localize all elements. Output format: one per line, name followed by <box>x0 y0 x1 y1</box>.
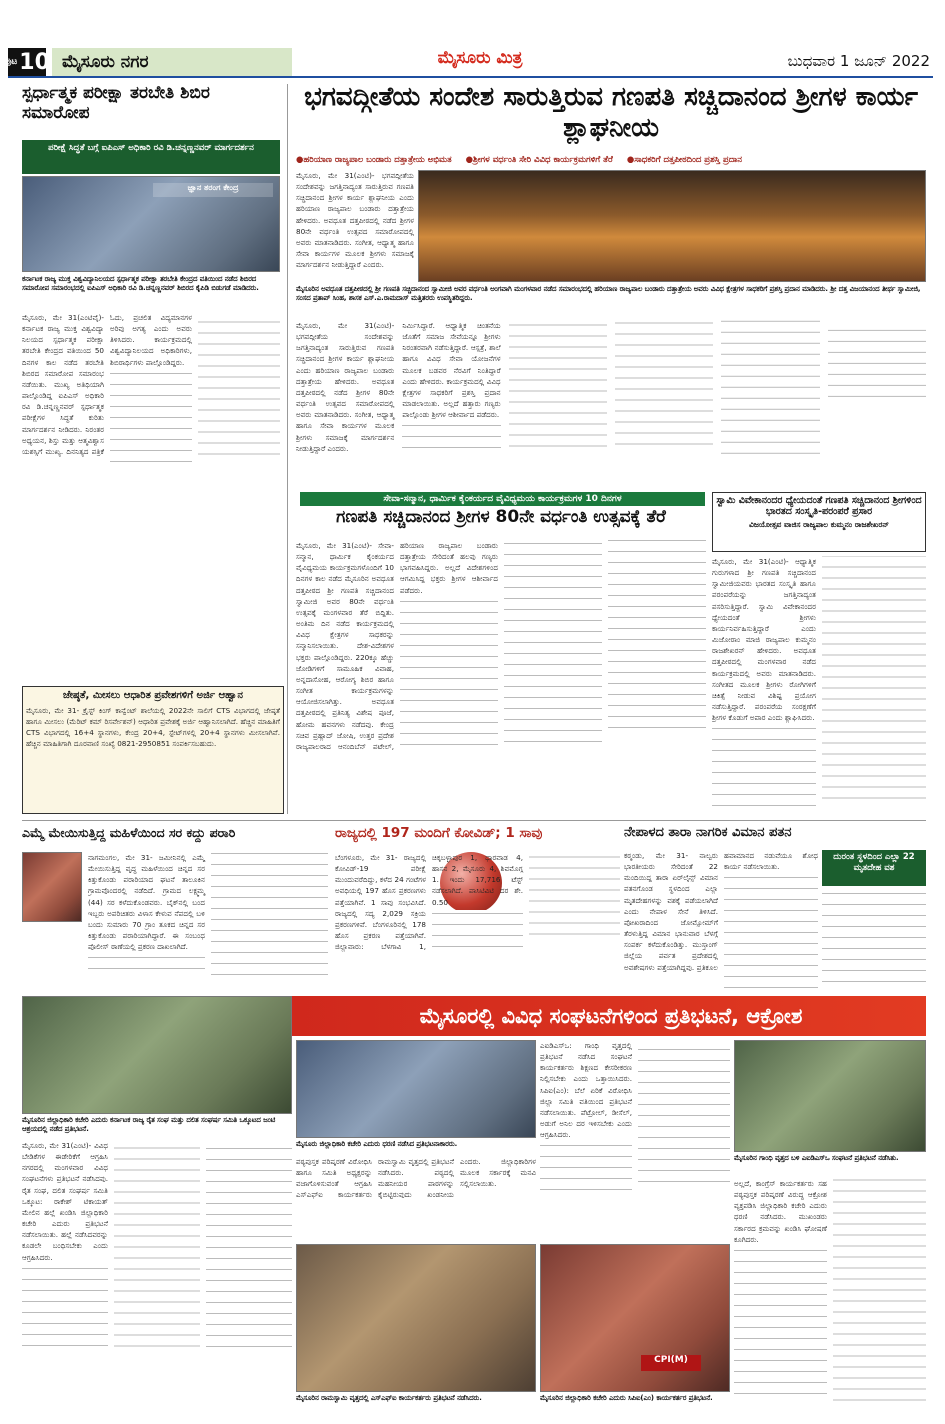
protest-body-4 <box>734 1178 926 1414</box>
protest-body-1-text: ಮೈಸೂರು, ಮೇ 31(ಎಂಟಿ)- ವಿವಿಧ ಬೇಡಿಕೆಗಳ ಈಡೇರಿಕೆಗೆ ಆಗ್ರಹಿಸಿ ನಗರದಲ್ಲಿ ಮಂಗಳವಾರ ವಿವಿಧ ಸಂಘಟನೆಗಳು ಪ್ರತಿಭಟನೆ ನಡೆಸಿದವು. ರೈತ ಸಂಘ, ದಲಿತ ಸಂಘರ್ಷ ಸಮಿತಿ ಒಕ್ಕೂಟ: ರಾಕೇಶ್ ಟಿಕಾಯತ್ ಮೇಲಿನ ಹಲ್ಲೆ ಖಂಡಿಸಿ ಜಿಲ್ಲಾಧಿಕಾರಿ ಕಚೇರಿ ಎದುರು ಪ್ರತಿಭಟನೆ ನಡೆಸಲಾಯಿತು. ಹಲ್ಲೆ ನಡೆಸಿದವರನ್ನು ಕೂಡಲೇ ಬಂಧಿಸಬೇಕು ಎಂದು ಆಗ್ರಹಿಸಿದರು. <box>22 1141 108 1262</box>
vivekananda-body <box>712 556 926 814</box>
protest-body-3 <box>540 1040 730 1240</box>
ganapathi-caption: ಮೈಸೂರಿನ ಅವಧೂತ ದತ್ತಪೀಠದಲ್ಲಿ ಶ್ರೀ ಗಣಪತಿ ಸಚ್ಚಿದಾನಂದ ಸ್ವಾಮೀಜಿ ಅವರ ವರ್ಧಂತಿ ಅಂಗವಾಗಿ ಮಂಗಳವಾರ ನಡೆದ ಸಮಾರಂಭದಲ್ಲಿ ಹರಿಯಾಣ ರಾಜ್ಯಪಾಲ ಬಂಡಾರು ದತ್ತಾತ್ರೇಯ ಅವರು ವಿವಿಧ ಕ್ಷೇತ್ರಗಳ ಸಾಧಕರಿಗೆ ಪ್ರಶಸ್ತಿ ಪ್ರದಾನ ಮಾಡಿದರು. ಶ್ರೀ ದತ್ತ ವಿಜಯಾನಂದ ತೀರ್ಥ ಸ್ವಾಮೀಜಿ, ಸಂಸದ ಪ್ರತಾಪ್ ಸಿಂಹ, ಶಾಸಕ ಎಸ್.ಎ.ರಾಮದಾಸ್ ಮತ್ತಿತರರು ಉಪಸ್ಥಿತರಿದ್ದರು. <box>296 285 921 303</box>
nepal-body-text: ಕಠ್ಮಂಡು, ಮೇ 31- ನಾಲ್ವರು ಭಾರತೀಯರು ಸೇರಿದಂತೆ 22 ಮಂದಿಯಿದ್ದ ತಾರಾ ಏರ್‌ಲೈನ್ಸ್ ವಿಮಾನ ಪತನಗೊಂಡ ಸ್ಥಳದಿಂದ ಎಲ್ಲಾ ಮೃತದೇಹಗಳನ್ನು ವಶಕ್ಕೆ ಪಡೆಯಲಾಗಿದೆ ಎಂದು ನೇಪಾಳ ಸೇನೆ ತಿಳಿಸಿದೆ. ಪೋಖರಾದಿಂದ ಜೋಮ್ಸೋಮ್‌ಗೆ ತೆರಳುತ್ತಿದ್ದ ವಿಮಾನ ಭಾನುವಾರ ಬೆಳಗ್ಗೆ ಸಂಪರ್ಕ ಕಳೆದುಕೊಂಡಿತ್ತು. ಮುಸ್ತಾಂಗ್ ಜಿಲ್ಲೆಯ ಪರ್ವತ ಪ್ರದೇಶದಲ್ಲಿ ಅವಶೇಷಗಳು ಪತ್ತೆಯಾಗಿದ್ದವು. ಪ್ರತಿಕೂಲ ಹವಾಮಾನದ ನಡುವೆಯೂ ಶೋಧ ಕಾರ್ಯ ನಡೆಸಲಾಯಿತು. <box>624 851 818 972</box>
exam-subhead-text: ಪರೀಕ್ಷೆ ಸಿದ್ಧತೆ ಬಗ್ಗೆ ಐಪಿಎಸ್ ಅಧಿಕಾರಿ ರವಿ ಡಿ.ಚನ್ನಣ್ಣನವರ್ ಮಾರ್ಗದರ್ಶನ <box>48 143 254 153</box>
ganapathi-body-left <box>296 170 414 282</box>
page-label: ಪುಟ <box>4 57 18 67</box>
newspaper-logo: ಮೈಸೂರು ಮಿತ್ರ <box>437 48 523 68</box>
protest-photo-4 <box>540 1244 730 1392</box>
vivekananda-subhead: ವಿಜಯೋತ್ಸವ ವಾಜಿಸ ರಾಜ್ಯಪಾಲ ಕುಮ್ಮನಂ ರಾಜಶೇಖರನ್ <box>749 519 889 529</box>
vardhanti-headline: ಗಣಪತಿ ಸಚ್ಚಿದಾನಂದ ಶ್ರೀಗಳ 80ನೇ ವರ್ಧಂತಿ ಉತ್ಸವಕ್ಕೆ ತೆರೆ <box>336 507 666 527</box>
page-number <box>4 48 50 76</box>
protest-photo-1 <box>22 996 292 1114</box>
exam-subhead <box>22 140 280 174</box>
chain-body <box>88 852 328 992</box>
ganapathi-body-cont: ಮೈಸೂರು, ಮೇ 31(ಎಂಟಿ)- ಭಗವದ್ಗೀತೆಯ ಸಂದೇಶವನ್ನು ಜಗತ್ತಿನಾದ್ಯಂತ ಸಾರುತ್ತಿರುವ ಗಣಪತಿ ಸಚ್ಚಿದಾನಂದ ಶ್ರೀಗಳ ಕಾರ್ಯ ಶ್ಲಾಘನೀಯ ಎಂದು ಹರಿಯಾಣ ರಾಜ್ಯಪಾಲ ಬಂಡಾರು ದತ್ತಾತ್ರೇಯ ಹೇಳಿದರು. ಅವಧೂತ ದತ್ತಪೀಠದಲ್ಲಿ ನಡೆದ ಶ್ರೀಗಳ 80ನೇ ವರ್ಧಂತಿ ಉತ್ಸವದ ಸಮಾರೋಪದಲ್ಲಿ ಅವರು ಮಾತನಾಡಿದರು. ಸಂಗೀತ, ಆಧ್ಯಾತ್ಮ ಹಾಗೂ ಸೇವಾ ಕಾರ್ಯಗಳ ಮೂಲಕ ಶ್ರೀಗಳು ಸಮಾಜಕ್ಕೆ ಮಾರ್ಗದರ್ಶನ ನೀಡುತ್ತಿದ್ದಾರೆ ಎಂದರು. <box>296 321 395 453</box>
protest-photo-5 <box>734 1040 926 1152</box>
exam-caption: ಕರ್ನಾಟಕ ರಾಜ್ಯ ಮುಕ್ತ ವಿಶ್ವವಿದ್ಯಾನಿಲಯದ ಸ್ಪರ್ಧಾತ್ಮಕ ಪರೀಕ್ಷಾ ತರಬೇತಿ ಕೇಂದ್ರದ ವತಿಯಿಂದ ನಡೆದ ಶಿಬಿರದ ಸಮಾರೋಪ ಸಮಾರಂಭದಲ್ಲಿ ಐಪಿಎಸ್ ಅಧಿಕಾರಿ ರವಿ ಡಿ.ಚನ್ನಣ್ಣನವರ್ ಶಿಬಿರದ ಕೈಪಿಡಿ ಬಿಡುಗಡೆ ಮಾಡಿದರು. <box>22 275 259 293</box>
protest-body-2 <box>296 1156 536 1240</box>
ganapathi-photo <box>418 170 926 282</box>
admission-body: ಮೈಸೂರು, ಮೇ 31- ಕ್ರೈಸ್ಟ್ ಕಿಂಗ್ ಕಾನ್ವೆಂಟ್ ಶಾಲೆಯಲ್ಲಿ 2022ನೇ ಸಾಲಿಗೆ CTS ವಿಭಾಗದಲ್ಲಿ ಜೇಷ್ಠತೆ ಹಾಗೂ ಮೀಸಲು (ಮೆರಿಟ್ ಕಮ್ ರಿಸರ್ವೇಶನ್) ಆಧಾರಿತ ಪ್ರವೇಶಕ್ಕೆ ಅರ್ಜಿ ಆಹ್ವಾನಿಸಲಾಗಿದೆ. ಹೆಚ್ಚಿನ ಮಾಹಿತಿಗೆ CTS ವಿಭಾಗದಲ್ಲಿ 16+4 ಸ್ಥಾನಗಳು, ಕೇಂದ್ರ 20+4, ಸ್ಟೇಟ್‌ಗಳಲ್ಲಿ 20+4 ಸ್ಥಾನಗಳು ಮೀಸಲಾಗಿವೆ. ಹೆಚ್ಚಿನ ಮಾಹಿತಿಗಾಗಿ ದೂರವಾಣಿ ಸಂಖ್ಯೆ 0821-2950851 ಸಂಪರ್ಕಿಸಬಹುದು. <box>26 705 280 748</box>
ganapathi-bullets <box>296 153 926 167</box>
issue-date: ಬುಧವಾರ 1 ಜೂನ್ 2022 <box>787 52 930 70</box>
ganapathi-body <box>296 320 926 488</box>
vivekananda-box <box>712 492 926 552</box>
protest-caption-2: ಮೈಸೂರು ಜಿಲ್ಲಾಧಿಕಾರಿ ಕಚೇರಿ ಎದುರು ಧರಣಿ ನಡೆಸಿದ ಪ್ರತಿಭಟನಾಕಾರರು. <box>296 1140 458 1148</box>
page-number-value: 10 <box>19 49 50 75</box>
exam-photo <box>22 176 280 272</box>
protest-caption-5: ಮೈಸೂರಿನ ಗಾಂಧಿ ವೃತ್ತದ ಬಳಿ ಎಐಡಿಎಸ್‌ಒ ಸಂಘಟನೆ ಪ್ರತಿಭಟನೆ ನಡೆಸಿತು. <box>734 1154 899 1162</box>
nepal-subhead <box>822 850 926 886</box>
middle-rule <box>22 820 926 821</box>
vivekananda-body-text: ಮೈಸೂರು, ಮೇ 31(ಎಂಟಿ)- ಆಧ್ಯಾತ್ಮಿಕ ಗುರುಗಳಾದ ಶ್ರೀ ಗಣಪತಿ ಸಚ್ಚಿದಾನಂದ ಸ್ವಾಮೀಜಿಯವರು ಭಾರತದ ಸಂಸ್ಕೃತಿ ಹಾಗೂ ಪರಂಪರೆಯನ್ನು ಜಗತ್ತಿನಾದ್ಯಂತ ಪಸರಿಸುತ್ತಿದ್ದಾರೆ. ಸ್ವಾಮಿ ವಿವೇಕಾನಂದರ ಧ್ಯೇಯದಂತೆ ಶ್ರೀಗಳು ಕಾರ್ಯನಿರ್ವಹಿಸುತ್ತಿದ್ದಾರೆ ಎಂದು ಮಿಜೋರಾಂ ಮಾಜಿ ರಾಜ್ಯಪಾಲ ಕುಮ್ಮನಂ ರಾಜಶೇಖರನ್ ಹೇಳಿದರು. ಅವಧೂತ ದತ್ತಪೀಠದಲ್ಲಿ ಮಂಗಳವಾರ ನಡೆದ ಕಾರ್ಯಕ್ರಮದಲ್ಲಿ ಅವರು ಮಾತನಾಡಿದರು. ಸಂಗೀತದ ಮೂಲಕ ಶ್ರೀಗಳು ರೋಗಿಗಳಿಗೆ ಚಿಕಿತ್ಸೆ ನೀಡುವ ವಿಶಿಷ್ಟ ಪ್ರಯೋಗ ನಡೆಸುತ್ತಿದ್ದಾರೆ. ಪರಂಪರೆಯ ಸಂರಕ್ಷಣೆಗೆ ಶ್ರೀಗಳ ಕೊಡುಗೆ ಅಪಾರ ಎಂದು ಶ್ಲಾಘಿಸಿದರು. <box>712 557 816 723</box>
vardhanti-body-text: ಮೈಸೂರು, ಮೇ 31(ಎಂಟಿ)- ಸೇವಾ-ಸನ್ಮಾನ, ಧಾರ್ಮಿಕ ಕೈಂಕರ್ಯದ ವೈವಿಧ್ಯಮಯ ಕಾರ್ಯಕ್ರಮಗಳೊಂದಿಗೆ 10 ದಿನಗಳ ಕಾಲ ನಡೆದ ಮೈಸೂರಿನ ಅವಧೂತ ದತ್ತಪೀಠದ ಶ್ರೀ ಗಣಪತಿ ಸಚ್ಚಿದಾನಂದ ಸ್ವಾಮೀಜಿ ಅವರ 80ನೇ ವರ್ಧಂತಿ ಉತ್ಸವಕ್ಕೆ ಮಂಗಳವಾರ ತೆರೆ ಬಿದ್ದಿತು. ಅಂತಿಮ ದಿನ ನಡೆದ ಕಾರ್ಯಕ್ರಮದಲ್ಲಿ ವಿವಿಧ ಕ್ಷೇತ್ರಗಳ ಸಾಧಕರನ್ನು ಸನ್ಮಾನಿಸಲಾಯಿತು. ದೇಶ-ವಿದೇಶಗಳ ಭಕ್ತರು ಪಾಲ್ಗೊಂಡಿದ್ದರು. 220ಕ್ಕೂ ಹೆಚ್ಚು ಜೋಡಿಗಳಿಗೆ ಸಾಮೂಹಿಕ ವಿವಾಹ, ಅನ್ನದಾಸೋಹ, ಆರೋಗ್ಯ ಶಿಬಿರ ಹಾಗೂ ಸಂಗೀತ ಕಾರ್ಯಕ್ರಮಗಳನ್ನು ಆಯೋಜಿಸಲಾಗಿತ್ತು. ಅವಧೂತ ದತ್ತಪೀಠದಲ್ಲಿ ಪ್ರತಿನಿತ್ಯ ವಿಶೇಷ ಪೂಜೆ, ಹೋಮ ಹವನಗಳು ನಡೆದವು. ಕೇಂದ್ರ ಸಚಿವ ಪ್ರಹ್ಲಾದ್ ಜೋಷಿ, ಉತ್ತರ ಪ್ರದೇಶ ರಾಜ್ಯಪಾಲರಾದ ಆನಂದಿಬೆನ್ ಪಟೇಲ್, ಹರಿಯಾಣ ರಾಜ್ಯಪಾಲ ಬಂಡಾರು ದತ್ತಾತ್ರೇಯ ಸೇರಿದಂತೆ ಹಲವು ಗಣ್ಯರು ಭಾಗವಹಿಸಿದ್ದರು. ಅಲ್ಲದೆ ವಿದೇಶಗಳಿಂದ ಆಗಮಿಸಿದ್ದ ಭಕ್ತರು ಶ್ರೀಗಳ ಆಶೀರ್ವಾದ ಪಡೆದರು. <box>296 541 498 751</box>
exam-photo-banner: ಜ್ಞಾನ ತರಂಗ ಕೇಂದ್ರ <box>153 183 273 197</box>
protest-body-3-text: ಎಐಡಿಎಸ್‌ಒ: ಗಾಂಧಿ ವೃತ್ತದಲ್ಲಿ ಪ್ರತಿಭಟನೆ ನಡೆಸಿದ ಸಂಘಟನೆ ಕಾರ್ಯಕರ್ತರು ಶಿಕ್ಷಣದ ಕೇಸರೀಕರಣ ನಿಲ್ಲಿಸಬೇಕು ಎಂದು ಒತ್ತಾಯಿಸಿದರು. ಸಿಪಿಐ(ಎಂ): ಬೆಲೆ ಏರಿಕೆ ವಿರೋಧಿಸಿ ಜಿಲ್ಲಾ ಸಮಿತಿ ವತಿಯಿಂದ ಪ್ರತಿಭಟನೆ ನಡೆಸಲಾಯಿತು. ಪೆಟ್ರೋಲ್, ಡೀಸೆಲ್, ಅಡುಗೆ ಅನಿಲ ದರ ಇಳಿಸಬೇಕು ಎಂದು ಆಗ್ರಹಿಸಿದರು. <box>540 1041 632 1140</box>
exam-headline: ಸ್ಪರ್ಧಾತ್ಮಕ ಪರೀಕ್ಷಾ ತರಬೇತಿ ಶಿಬಿರ ಸಮಾರೋಪ <box>22 83 210 123</box>
chain-body-text: ನಾಗಮಂಗಲ, ಮೇ 31- ಜಮೀನಿನಲ್ಲಿ ಎಮ್ಮೆ ಮೇಯಿಸುತ್ತಿದ್ದ ವೃದ್ಧ ಮಹಿಳೆಯಿಂದ ಚಿನ್ನದ ಸರ ಕಿತ್ತುಕೊಂಡು ಪರಾರಿಯಾದ ಘಟನೆ ತಾಲೂಕಿನ ಗ್ರಾಮವೊಂದರಲ್ಲಿ ನಡೆದಿದೆ. ಗ್ರಾಮದ ಲಕ್ಷ್ಮಮ್ಮ (44) ಸರ ಕಳೆದುಕೊಂಡವರು. ಬೈಕ್‌ನಲ್ಲಿ ಬಂದ ಇಬ್ಬರು ಅಪರಿಚಿತರು ವಿಳಾಸ ಕೇಳುವ ನೆಪದಲ್ಲಿ ಬಳಿ ಬಂದು ಸುಮಾರು 70 ಗ್ರಾಂ ತೂಕದ ಚಿನ್ನದ ಸರ ಕಿತ್ತುಕೊಂಡು ಪರಾರಿಯಾಗಿದ್ದಾರೆ. ಈ ಸಂಬಂಧ ಪೊಲೀಸ್ ಠಾಣೆಯಲ್ಲಿ ಪ್ರಕರಣ ದಾಖಲಾಗಿದೆ. <box>88 853 205 952</box>
chain-headline: ಎಮ್ಮೆ ಮೇಯಿಸುತ್ತಿದ್ದ ಮಹಿಳೆಯಿಂದ ಸರ ಕದ್ದು ಪರಾರಿ <box>22 825 236 840</box>
admission-box <box>22 686 284 814</box>
nepal-body-2-filler <box>822 890 926 990</box>
protest-photo-3 <box>296 1244 536 1392</box>
protest-caption-1: ಮೈಸೂರಿನ ಜಿಲ್ಲಾಧಿಕಾರಿ ಕಚೇರಿ ಎದುರು ಕರ್ನಾಟಕ ರಾಜ್ಯ ರೈತ ಸಂಘ ಮತ್ತು ದಲಿತ ಸಂಘರ್ಷ ಸಮಿತಿ ಒಕ್ಕೂಟದ ಜಂಟಿ ಆಶ್ರಯದಲ್ಲಿ ನಡೆದ ಪ್ರತಿಭಟನೆ. <box>22 1116 276 1134</box>
protest-body-2-text: ಪಠ್ಯಪುಸ್ತಕ ಪರಿಷ್ಕರಣೆ ವಿರೋಧಿಸಿ ಹಾಗೂ ಸಮಿತಿ ಅಧ್ಯಕ್ಷರನ್ನು ವಜಾಗೊಳಿಸುವಂತೆ ಆಗ್ರಹಿಸಿ ಎಸ್‌ಎಫ್‌ಐ ಕಾರ್ಯಕರ್ತರು ರಾಮಸ್ವಾಮಿ ವೃತ್ತದಲ್ಲಿ ಪ್ರತಿಭಟನೆ ನಡೆಸಿದರು. ಪಠ್ಯದಲ್ಲಿ ಮಹನೀಯರ ಪಾಠಗಳನ್ನು ಕೈಬಿಟ್ಟಿರುವುದು ಖಂಡನೀಯ ಎಂದರು. ಜಿಲ್ಲಾಧಿಕಾರಿಗಳ ಮೂಲಕ ಸರ್ಕಾರಕ್ಕೆ ಮನವಿ ಸಲ್ಲಿಸಲಾಯಿತು. <box>296 1157 536 1200</box>
ganapathi-bullet-2: ●ಶ್ರೀಗಳ ವರ್ಧಂತಿ ಸೇರಿ ವಿವಿಧ ಕಾರ್ಯಕ್ರಮಗಳಿಗೆ ತೆರೆ <box>465 155 613 165</box>
exam-body-text: ಮೈಸೂರು, ಮೇ 31(ಎಂಟಿವೈ)- ಕರ್ನಾಟಕ ರಾಜ್ಯ ಮುಕ್ತ ವಿಶ್ವವಿದ್ಯಾ ನಿಲಯದ ಸ್ಪರ್ಧಾತ್ಮಕ ಪರೀಕ್ಷಾ ತರಬೇತಿ ಕೇಂದ್ರದ ವತಿಯಿಂದ 50 ದಿನಗಳ ಕಾಲ ನಡೆದ ತರಬೇತಿ ಶಿಬಿರದ ಸಮಾರೋಪ ಸಮಾರಂಭ ನಡೆಯಿತು. ಮುಖ್ಯ ಅತಿಥಿಯಾಗಿ ಪಾಲ್ಗೊಂಡಿದ್ದ ಐಪಿಎಸ್ ಅಧಿಕಾರಿ ರವಿ ಡಿ.ಚನ್ನಣ್ಣನವರ್ ಸ್ಪರ್ಧಾತ್ಮಕ ಪರೀಕ್ಷೆಗಳ ಸಿದ್ಧತೆ ಕುರಿತು ಮಾರ್ಗದರ್ಶನ ನೀಡಿದರು. ನಿರಂತರ ಅಧ್ಯಯನ, ಶಿಸ್ತು ಮತ್ತು ಆತ್ಮವಿಶ್ವಾಸ ಯಶಸ್ಸಿಗೆ ಮುಖ್ಯ. ದಿನನಿತ್ಯದ ಪತ್ರಿಕೆ ಓದು, ಪ್ರಚಲಿತ ವಿದ್ಯಮಾನಗಳ ಅರಿವು ಅಗತ್ಯ ಎಂದು ಅವರು ತಿಳಿಸಿದರು. ಕಾರ್ಯಕ್ರಮದಲ್ಲಿ ವಿಶ್ವವಿದ್ಯಾನಿಲಯದ ಅಧಿಕಾರಿಗಳು, ಶಿಬಿರಾರ್ಥಿಗಳು ಪಾಲ್ಗೊಂಡಿದ್ದರು. <box>22 313 192 456</box>
ganapathi-bullet-3: ●ಸಾಧಕರಿಗೆ ದತ್ತಪೀಠದಿಂದ ಪ್ರಶಸ್ತಿ ಪ್ರದಾನ <box>626 155 743 165</box>
nepal-subhead-text: ದುರಂತ ಸ್ಥಳದಿಂದ ಎಲ್ಲಾ 22 ಮೃತದೇಹ ವಶ <box>833 852 915 874</box>
protest-body-1 <box>22 1140 292 1415</box>
vardhanti-tag: ಸೇವಾ-ಸನ್ಮಾನ, ಧಾರ್ಮಿಕ ಕೈಂಕರ್ಯದ ವೈವಿಧ್ಯಮಯ ಕಾರ್ಯಕ್ರಮಗಳ 10 ದಿನಗಳ <box>300 492 705 506</box>
vardhanti-body <box>296 540 706 815</box>
ganapathi-body-left-text: ಮೈಸೂರು, ಮೇ 31(ಎಂಟಿ)- ಭಗವದ್ಗೀತೆಯ ಸಂದೇಶವನ್ನು ಜಗತ್ತಿನಾದ್ಯಂತ ಸಾರುತ್ತಿರುವ ಗಣಪತಿ ಸಚ್ಚಿದಾನಂದ ಶ್ರೀಗಳ ಕಾರ್ಯ ಶ್ಲಾಘನೀಯ ಎಂದು ಹರಿಯಾಣ ರಾಜ್ಯಪಾಲ ಬಂಡಾರು ದತ್ತಾತ್ರೇಯ ಹೇಳಿದರು. ಅವಧೂತ ದತ್ತಪೀಠದಲ್ಲಿ ನಡೆದ ಶ್ರೀಗಳ 80ನೇ ವರ್ಧಂತಿ ಉತ್ಸವದ ಸಮಾರೋಪದಲ್ಲಿ ಅವರು ಮಾತನಾಡಿದರು. ಸಂಗೀತ, ಆಧ್ಯಾತ್ಮ ಹಾಗೂ ಸೇವಾ ಕಾರ್ಯಗಳ ಮೂಲಕ ಶ್ರೀಗಳು ಸಮಾಜಕ್ಕೆ ಮಾರ್ಗದರ್ಶನ ನೀಡುತ್ತಿದ್ದಾರೆ ಎಂದರು. <box>296 171 414 270</box>
protest-caption-4: ಮೈಸೂರಿನ ಜಿಲ್ಲಾಧಿಕಾರಿ ಕಚೇರಿ ಎದುರು ಸಿಪಿಐ(ಎಂ) ಕಾರ್ಯಕರ್ತರ ಪ್ರತಿಭಟನೆ. <box>540 1394 713 1402</box>
section-name: ಮೈಸೂರು ನಗರ <box>52 48 292 76</box>
protest-headline: ಮೈಸೂರಲ್ಲಿ ವಿವಿಧ ಸಂಘಟನೆಗಳಿಂದ ಪ್ರತಿಭಟನೆ, ಆಕ್ರೋಶ <box>419 1003 803 1028</box>
covid-body <box>335 852 620 992</box>
protest-body-4-text: ಅಲ್ಲದೆ, ಕಾಂಗ್ರೆಸ್ ಕಾರ್ಯಕರ್ತರು ಸಹ ಪಠ್ಯಪುಸ್ತಕ ಪರಿಷ್ಕರಣೆ ವಿರುದ್ಧ ಆಕ್ರೋಶ ವ್ಯಕ್ತಪಡಿಸಿ ಜಿಲ್ಲಾಧಿಕಾರಿ ಕಚೇರಿ ಎದುರು ಧರಣಿ ನಡೆಸಿದರು. ಮುಖಂಡರು ಸರ್ಕಾರದ ಕ್ರಮವನ್ನು ಖಂಡಿಸಿ ಘೋಷಣೆ ಕೂಗಿದರು. <box>734 1179 827 1244</box>
ganapathi-bullet-1: ●ಹರಿಯಾಣ ರಾಜ್ಯಪಾಲ ಬಂಡಾರು ದತ್ತಾತ್ರೇಯ ಅಭಿಮತ <box>296 155 452 165</box>
covid-body-text: ಬೆಂಗಳೂರು, ಮೇ 31- ರಾಜ್ಯದಲ್ಲಿ ಕೋವಿಡ್-19 ಪರೀಕ್ಷೆ ಮುಂದುವರೆದಿದ್ದು, ಕಳೆದ 24 ಗಂಟೆಗಳ ಅವಧಿಯಲ್ಲಿ 197 ಹೊಸ ಪ್ರಕರಣಗಳು ಪತ್ತೆಯಾಗಿವೆ. 1 ಸಾವು ಸಂಭವಿಸಿದೆ. ರಾಜ್ಯದಲ್ಲಿ ಸದ್ಯ 2,029 ಸಕ್ರಿಯ ಪ್ರಕರಣಗಳಿವೆ. ಬೆಂಗಳೂರಿನಲ್ಲಿ 178 ಹೊಸ ಪ್ರಕರಣ ಪತ್ತೆಯಾಗಿವೆ. ಜಿಲ್ಲಾವಾರು: ಬೆಳಗಾವಿ 1, ಚಿಕ್ಕಬಳ್ಳಾಪುರ 1, ಧಾರವಾಡ 4, ಹಾಸನ 2, ಮೈಸೂರು 4, ಶಿವಮೊಗ್ಗ 1. ಇಂದು 17,716 ಟೆಸ್ಟ್ ನಡೆಸಲಾಗಿದೆ. ಪಾಸಿಟಿವಿಟಿ ದರ ಶೇ. 0.50 <box>335 853 523 952</box>
nepal-body <box>624 850 818 992</box>
ganapathi-body-right: ನಿರ್ಮಿಸಿದ್ದಾರೆ. ಆಧ್ಯಾತ್ಮಿಕ ಚಿಂತನೆಯ ಜೊತೆಗೆ ಸಮಾಜ ಸೇವೆಯನ್ನೂ ಶ್ರೀಗಳು ನಿರಂತರವಾಗಿ ನಡೆಸುತ್ತಿದ್ದಾರೆ. ಆಸ್ಪತ್ರೆ, ಶಾಲೆ ಹಾಗೂ ವಿವಿಧ ಸೇವಾ ಯೋಜನೆಗಳ ಮೂಲಕ ಬಡವರ ನೆರವಿಗೆ ನಿಂತಿದ್ದಾರೆ ಎಂದು ಹೇಳಿದರು. ಕಾರ್ಯಕ್ರಮದಲ್ಲಿ ವಿವಿಧ ಕ್ಷೇತ್ರಗಳ ಸಾಧಕರಿಗೆ ಪ್ರಶಸ್ತಿ ಪ್ರದಾನ ಮಾಡಲಾಯಿತು. ಅಲ್ಲದೆ ಹತ್ತಾರು ಗಣ್ಯರು ಪಾಲ್ಗೊಂಡು ಶ್ರೀಗಳ ಆಶೀರ್ವಾದ ಪಡೆದರು. <box>402 321 501 420</box>
chain-illustration <box>22 852 82 922</box>
masthead-rule <box>8 76 933 78</box>
admission-headline: ಜೇಷ್ಠತೆ, ಮೀಸಲು ಆಧಾರಿತ ಪ್ರವೇಶಗಳಿಗೆ ಅರ್ಜಿ ಆಹ್ವಾನ <box>63 690 243 701</box>
covid-headline: ರಾಜ್ಯದಲ್ಲಿ 197 ಮಂದಿಗೆ ಕೋವಿಡ್; 1 ಸಾವು <box>335 825 543 841</box>
ganapathi-headline: ಭಗವದ್ಗೀತೆಯ ಸಂದೇಶ ಸಾರುತ್ತಿರುವ ಗಣಪತಿ ಸಚ್ಚಿದಾನಂದ ಶ್ರೀಗಳ ಕಾರ್ಯ ಶ್ಲಾಘನೀಯ <box>304 82 918 144</box>
nepal-headline: ನೇಪಾಳದ ತಾರಾ ನಾಗರಿಕ ವಿಮಾನ ಪತನ <box>624 825 792 840</box>
nepal-body-2 <box>822 890 926 992</box>
left-column-rule <box>287 84 288 814</box>
cpim-flag-label: CPI(M) <box>641 1355 701 1371</box>
protest-caption-3: ಮೈಸೂರಿನ ರಾಮಸ್ವಾಮಿ ವೃತ್ತದಲ್ಲಿ ಎಸ್‌ಎಫ್‌ಐ ಕಾರ್ಯಕರ್ತರು ಪ್ರತಿಭಟನೆ ನಡೆಸಿದರು. <box>296 1394 482 1402</box>
vivekananda-headline: ಸ್ವಾಮಿ ವಿವೇಕಾನಂದರ ಧ್ಯೇಯದಂತೆ ಗಣಪತಿ ಸಚ್ಚಿದಾನಂದ ಶ್ರೀಗಳಿಂದ ಭಾರತದ ಸಂಸ್ಕೃತಿ-ಪರಂಪರೆ ಪ್ರಸಾರ <box>716 495 922 517</box>
protest-photo-2 <box>296 1040 536 1138</box>
exam-body <box>22 312 280 682</box>
